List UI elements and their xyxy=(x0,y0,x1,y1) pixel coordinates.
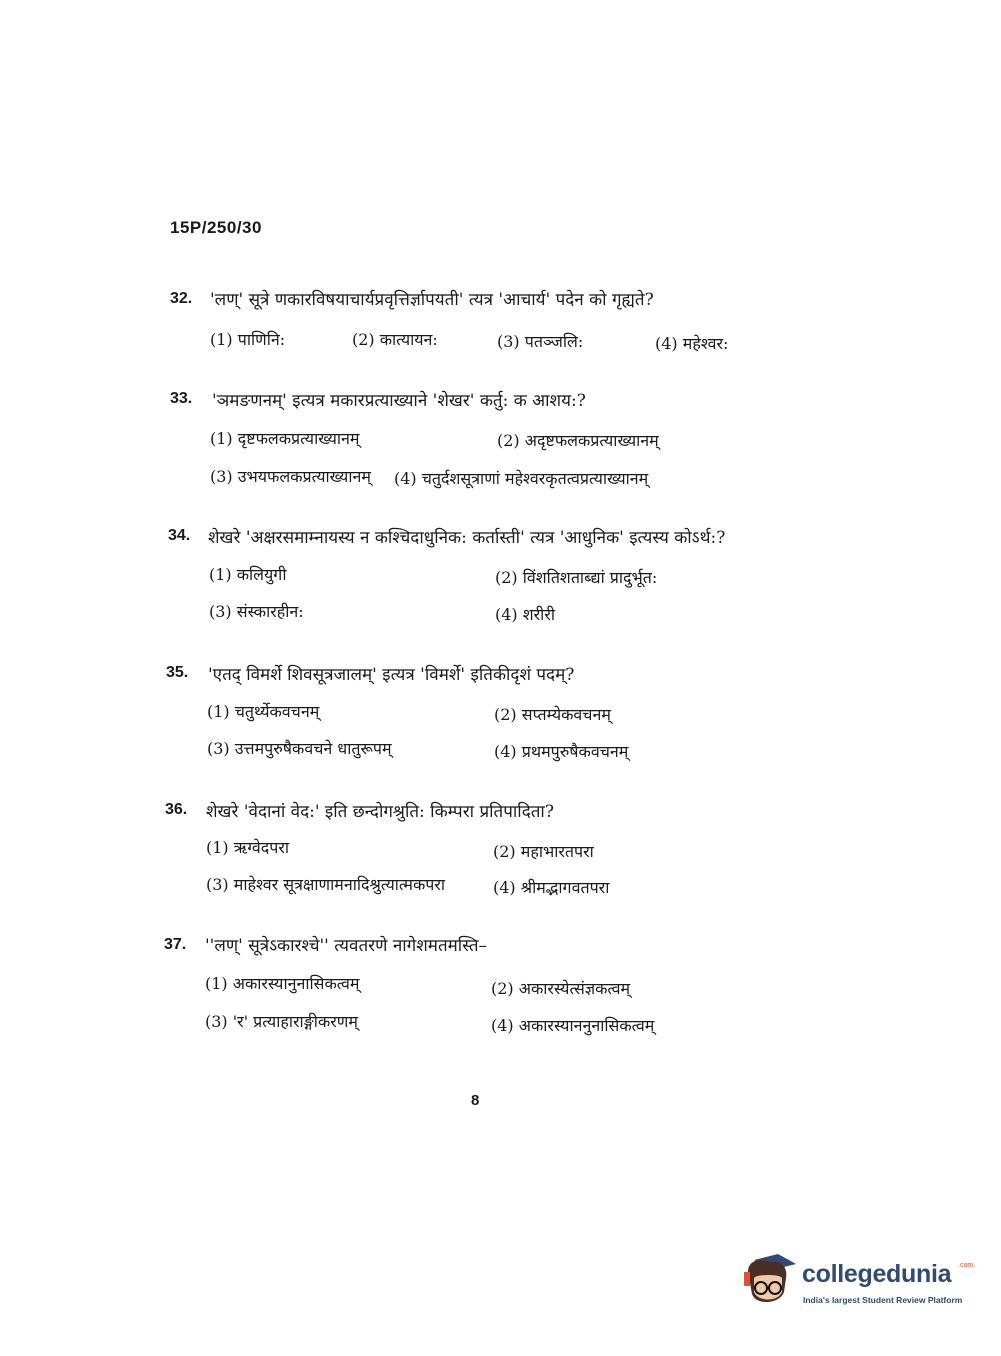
page-number: 8 xyxy=(471,1092,480,1109)
question-number: 33. xyxy=(170,390,193,407)
question-number: 32. xyxy=(170,290,193,307)
option-4: (4) शरीरी xyxy=(495,605,556,624)
option-1: (1) अकारस्यानुनासिकत्वम् xyxy=(205,974,360,993)
paper-code: 15P/250/30 xyxy=(170,218,262,237)
student-mascot-icon xyxy=(740,1252,800,1310)
option-2: (2) अदृष्टफलकप्रत्याख्यानम् xyxy=(497,431,659,450)
option-4: (4) महेश्वर: xyxy=(655,334,729,353)
option-2: (2) कात्यायन: xyxy=(352,330,438,349)
question-text: 'लण्' सूत्रे णकारविषयाचार्यप्रवृत्तिर्ज्ञापयती' त्यत्र 'आचार्य' पदेन को गृह्यते? xyxy=(210,290,654,310)
option-2: (2) सप्तम्येकवचनम् xyxy=(494,705,611,724)
option-1: (1) पाणिनि: xyxy=(210,330,286,349)
option-1: (1) कलियुगी xyxy=(209,565,287,584)
question-number: 34. xyxy=(168,527,191,544)
option-3: (3) उत्तमपुरुषैकवचने धातुरूपम् xyxy=(207,739,392,758)
brand-name: collegedunia xyxy=(802,1260,952,1288)
question-number: 36. xyxy=(165,801,188,818)
option-4: (4) अकारस्याननुनासिकत्वम् xyxy=(491,1016,655,1035)
question-number: 37. xyxy=(164,936,187,953)
question-text: 'ञमङणनम्' इत्यत्र मकारप्रत्याख्याने 'शेखर' कर्तु: क आशय:? xyxy=(212,391,586,411)
option-3: (3) माहेश्वर सूत्रक्षाणामनादिश्रुत्यात्मकपरा xyxy=(206,875,446,894)
option-1: (1) ऋग्वेदपरा xyxy=(206,838,290,857)
collegedunia-logo[interactable] xyxy=(740,1252,980,1312)
option-2: (2) महाभारतपरा xyxy=(493,842,594,861)
option-2: (2) विंशतिशताब्द्यां प्रादुर्भूत: xyxy=(495,568,658,587)
question-text: ''लण्' सूत्रेऽकारश्चे'' त्यवतरणे नागेशमतमस्ति– xyxy=(205,936,488,956)
brand-suffix: .com xyxy=(958,1262,974,1269)
question-text: शेखरे 'अक्षरसमाम्नायस्य न कश्चिदाधुनिक: कर्तास्ती' त्यत्र 'आधुनिक' इत्यस्य कोऽर्थ:? xyxy=(208,528,726,548)
option-4: (4) श्रीमद्भागवतपरा xyxy=(493,878,610,897)
question-text: 'एतद् विमर्शे शिवसूत्रजालम्' इत्यत्र 'विमर्शे' इतिकीदृशं पदम्? xyxy=(208,665,575,685)
question-number: 35. xyxy=(166,664,189,681)
option-3: (3) संस्कारहीन: xyxy=(209,602,304,621)
option-3: (3) 'र' प्रत्याहाराङ्गीकरणम् xyxy=(205,1012,358,1031)
option-3: (3) पतञ्जलि: xyxy=(497,332,584,351)
option-3: (3) उभयफलकप्रत्याख्यानम् xyxy=(210,467,371,486)
option-4: (4) चतुर्दशसूत्राणां महेश्वरकृतत्वप्रत्याख्यानम् xyxy=(394,469,649,488)
brand-tagline: India's largest Student Review Platform xyxy=(803,1295,963,1305)
option-2: (2) अकारस्येत्संज्ञकत्वम् xyxy=(491,979,631,998)
option-1: (1) दृष्टफलकप्रत्याख्यानम् xyxy=(210,429,360,448)
question-text: शेखरे 'वेदानां वेद:' इति छन्दोगश्रुति: किम्परा प्रतिपादिता? xyxy=(206,802,554,822)
option-4: (4) प्रथमपुरुषैकवचनम् xyxy=(494,742,629,761)
option-1: (1) चतुर्थ्येकवचनम् xyxy=(207,702,320,721)
